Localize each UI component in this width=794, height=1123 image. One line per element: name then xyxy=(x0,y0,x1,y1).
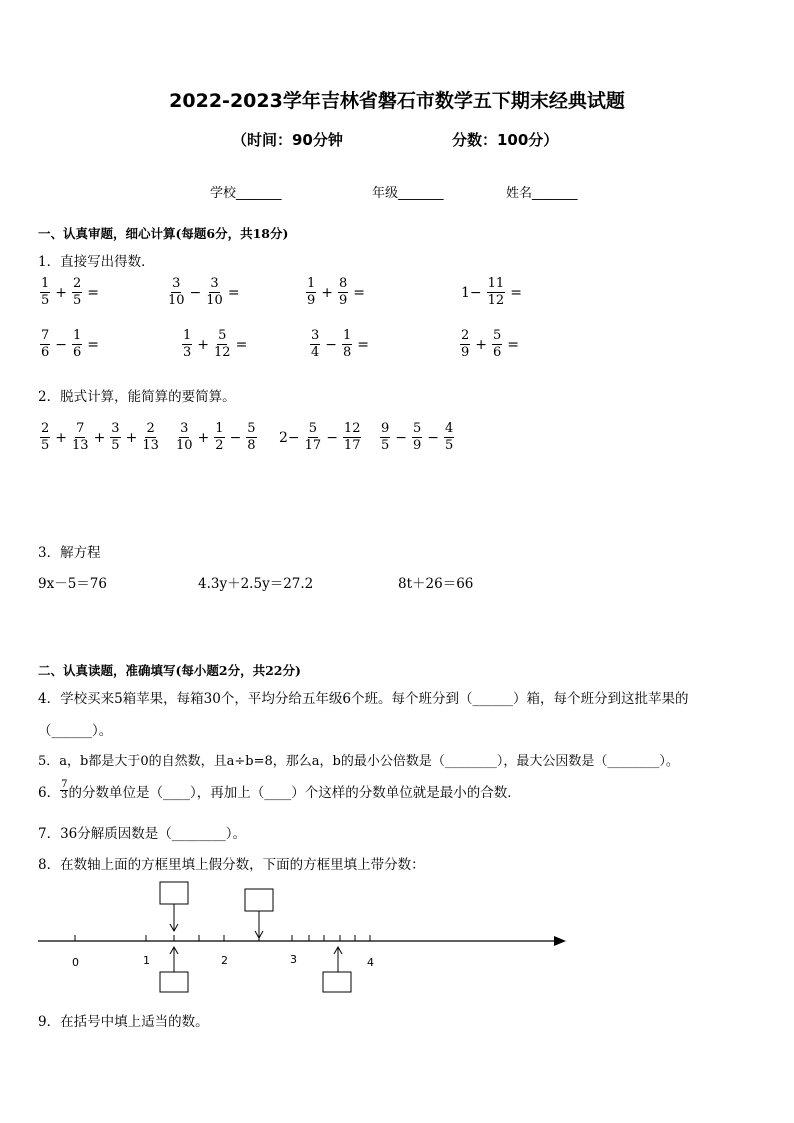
denominator: 5 xyxy=(41,438,50,453)
fraction xyxy=(444,421,454,454)
operator: = xyxy=(357,336,370,353)
fraction xyxy=(40,421,50,454)
q2-label: 2．脱式计算，能简算的要简算。 xyxy=(38,389,236,405)
denominator: 5 xyxy=(381,438,390,453)
operator: − xyxy=(189,284,202,301)
operator: + xyxy=(475,336,488,353)
label-2: 2 xyxy=(221,954,228,967)
q3-label: 3．解方程 xyxy=(38,545,101,561)
numerator: 1 xyxy=(183,328,192,343)
fraction xyxy=(214,328,231,361)
numerator: 1 xyxy=(73,328,82,343)
operator: + xyxy=(125,429,138,446)
time-info: （时间：90分钟 xyxy=(232,131,343,149)
numerator: 2 xyxy=(146,421,155,436)
section2-heading: 二、认真读题，准确填写(每小题2分，共22分) xyxy=(38,663,301,678)
q4-line2: （______）。 xyxy=(38,723,113,739)
numerator: 5 xyxy=(413,421,422,436)
q2-expr-2 xyxy=(174,421,259,454)
numerator: 3 xyxy=(210,276,219,291)
denominator: 5 xyxy=(111,438,120,453)
operator: − xyxy=(229,429,242,446)
operator: − xyxy=(325,336,338,353)
fraction xyxy=(40,328,50,361)
denominator: 17 xyxy=(343,438,361,453)
numerator: 7 xyxy=(41,328,50,343)
numerator: 8 xyxy=(339,276,348,291)
fraction xyxy=(305,421,322,454)
numerator: 5 xyxy=(247,421,256,436)
q1-expr-8 xyxy=(458,328,522,361)
q2-expr-3 xyxy=(276,421,363,454)
q3-eq-2: 4.3y＋2.5y＝27.2 xyxy=(198,576,314,592)
label-1: 1 xyxy=(143,954,150,967)
numerator: 1 xyxy=(343,328,352,343)
operator: − xyxy=(427,429,440,446)
numerator: 3 xyxy=(172,276,181,291)
q7-text: 7．36分解质因数是（________）。 xyxy=(38,826,247,842)
denominator: 9 xyxy=(461,345,470,360)
denominator: 6 xyxy=(493,345,502,360)
answer-box-bottom-1[interactable] xyxy=(160,972,188,992)
denominator: 9 xyxy=(307,293,316,308)
fraction xyxy=(72,328,82,361)
denominator: 2 xyxy=(215,438,224,453)
q4-line1: 4．学校买来5箱苹果，每箱30个，平均分给五年级6个班。每个班分到（______）箱，每个班分到这批苹果的 xyxy=(38,691,689,707)
fraction xyxy=(168,276,185,309)
q8-text: 8．在数轴上面的方框里填上假分数，下面的方框里填上带分数： xyxy=(38,857,425,873)
denominator: 8 xyxy=(247,438,256,453)
operator: = xyxy=(353,284,366,301)
q1-label: 1．直接写出得数． xyxy=(38,254,155,270)
numerator: 5 xyxy=(493,328,502,343)
fraction xyxy=(182,328,192,361)
q2-expr-4 xyxy=(378,421,456,454)
q1-expr-4 xyxy=(458,276,525,309)
fraction xyxy=(176,421,193,454)
operator: = xyxy=(235,336,248,353)
name-field: 姓名_______ xyxy=(506,186,578,201)
numerator: 11 xyxy=(487,276,505,291)
school-field: 学校_______ xyxy=(210,186,282,201)
q1-expr-5 xyxy=(38,328,102,361)
operator: − xyxy=(395,429,408,446)
numerator: 1 xyxy=(41,276,50,291)
numerator: 2 xyxy=(73,276,82,291)
numerator: 9 xyxy=(381,421,390,436)
fraction xyxy=(206,276,223,309)
fraction xyxy=(214,421,224,454)
numerator: 1 xyxy=(307,276,316,291)
numerator: 7 xyxy=(76,421,85,436)
label-4: 4 xyxy=(367,956,374,969)
operator: = xyxy=(507,336,520,353)
fraction xyxy=(40,276,50,309)
label-3: 3 xyxy=(290,953,297,966)
denominator: 5 xyxy=(445,438,454,453)
number-line-figure xyxy=(0,880,600,1000)
operator: = xyxy=(510,284,522,301)
numerator: 1 xyxy=(215,421,224,436)
numerator: 3 xyxy=(311,328,320,343)
operator: 2− xyxy=(279,429,300,446)
operator: + xyxy=(321,284,334,301)
operator: + xyxy=(55,284,68,301)
answer-box-bottom-2[interactable] xyxy=(323,972,351,992)
answer-box-top-1[interactable] xyxy=(160,882,188,904)
denominator: 3 xyxy=(183,345,192,360)
denominator: 6 xyxy=(41,345,50,360)
fraction xyxy=(343,421,362,454)
score-info: 分数：100分） xyxy=(452,131,559,149)
fraction xyxy=(72,421,89,454)
numerator: 2 xyxy=(41,421,50,436)
q1-expr-1 xyxy=(38,276,102,309)
numerator: 4 xyxy=(445,421,454,436)
numerator: 2 xyxy=(461,328,470,343)
operator: = xyxy=(227,284,240,301)
fraction xyxy=(487,276,506,309)
q3-eq-3: 8t＋26＝66 xyxy=(398,576,474,592)
denominator: 6 xyxy=(73,345,82,360)
denominator: 8 xyxy=(343,345,352,360)
denominator: 12 xyxy=(487,293,505,308)
numerator: 5 xyxy=(308,421,318,436)
fraction xyxy=(72,276,82,309)
q2-expr-1 xyxy=(38,421,161,454)
denominator: 9 xyxy=(339,293,348,308)
fraction xyxy=(412,421,422,454)
label-0: 0 xyxy=(72,956,79,969)
fraction xyxy=(246,421,256,454)
q5-text: 5．a，b都是大于0的自然数，且a÷b=8，那么a，b的最小公倍数是（________），最大公因数是（________）。 xyxy=(38,754,679,769)
grade-field: 年级_______ xyxy=(372,186,444,201)
fraction xyxy=(306,276,316,309)
fraction xyxy=(338,276,348,309)
operator: − xyxy=(326,429,338,446)
q1-expr-6 xyxy=(180,328,250,361)
operator: = xyxy=(87,284,100,301)
denominator: 17 xyxy=(304,438,322,453)
exam-title: 2022-2023学年吉林省磐石市数学五下期末经典试题 xyxy=(169,90,625,112)
denominator: 4 xyxy=(311,345,320,360)
fraction xyxy=(342,328,352,361)
denominator: 5 xyxy=(73,293,82,308)
denominator: 5 xyxy=(41,293,50,308)
denominator: 9 xyxy=(413,438,422,453)
numerator: 3 xyxy=(180,421,189,436)
q6-fraction: $\frac{7}{3}$ xyxy=(61,779,68,801)
numerator: 12 xyxy=(343,421,361,436)
denominator: 10 xyxy=(176,438,193,453)
denominator: 12 xyxy=(214,345,231,360)
numerator: 3 xyxy=(111,421,120,436)
q3-eq-1: 9x－5＝76 xyxy=(38,576,107,592)
fraction xyxy=(492,328,502,361)
section1-heading: 一、认真审题，细心计算(每题6分，共18分) xyxy=(38,226,289,241)
q6-text xyxy=(38,780,521,801)
fraction xyxy=(310,328,320,361)
q6-prefix: 6． xyxy=(38,784,61,801)
arrow-head-icon xyxy=(554,936,566,946)
fraction xyxy=(110,421,120,454)
q1-expr-3 xyxy=(304,276,368,309)
answer-box-top-2[interactable] xyxy=(245,889,273,911)
fraction xyxy=(460,328,470,361)
q1-expr-7 xyxy=(308,328,372,361)
operator: + xyxy=(197,429,210,446)
operator: + xyxy=(197,336,210,353)
operator: − xyxy=(55,336,68,353)
operator: + xyxy=(55,429,68,446)
q9-text: 9．在括号中填上适当的数。 xyxy=(38,1014,209,1030)
q1-expr-2 xyxy=(166,276,243,309)
denominator: 13 xyxy=(142,438,159,453)
fraction xyxy=(380,421,390,454)
q6-rest: 的分数单位是（____），再加上（____）个这样的分数单位就是最小的合数． xyxy=(68,784,521,801)
denominator: 13 xyxy=(72,438,89,453)
operator: 1− xyxy=(461,284,482,301)
fraction xyxy=(142,421,159,454)
number-line-ticks xyxy=(75,935,370,941)
operator: + xyxy=(93,429,106,446)
operator: = xyxy=(87,336,100,353)
numerator: 5 xyxy=(218,328,227,343)
denominator: 10 xyxy=(168,293,185,308)
denominator: 10 xyxy=(206,293,223,308)
